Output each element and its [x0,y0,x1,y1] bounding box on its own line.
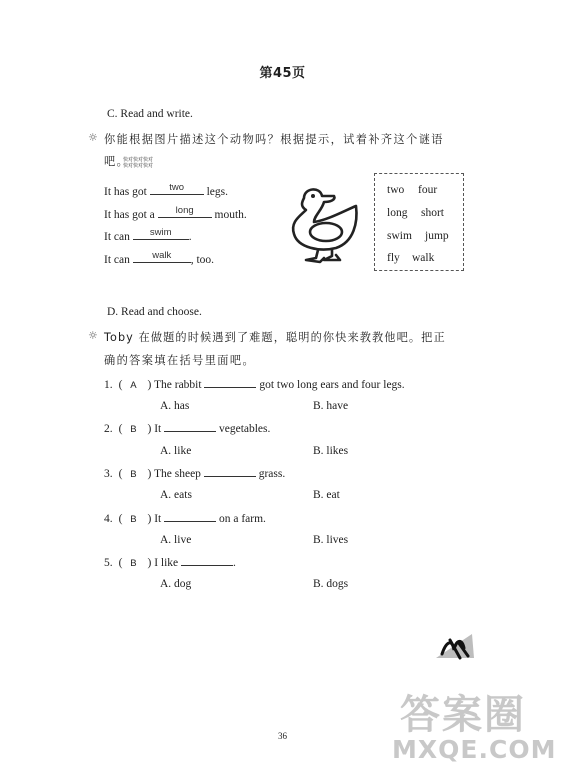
page-title: 第45页 [259,66,306,81]
question-2: 2. ( B ) It vegetables. [104,423,271,435]
hint-word: long [387,207,408,219]
riddle-line-1: It has got two legs. [104,182,228,198]
question-1: 1. ( A ) The rabbit got two long ears and four legs. [104,379,405,391]
riddle-line-3: It can swim . [104,227,192,243]
hint-word: jump [425,230,449,242]
page-number: 36 [278,731,287,741]
riddle-line-2: It has got a long mouth. [104,205,247,221]
lightbulb-icon: ☼ [88,131,98,144]
question-5: 5. ( B ) I like . [104,557,236,569]
answer-blank[interactable] [164,511,216,522]
hint-word: fly [387,252,400,264]
option-b[interactable]: B. eat [313,489,340,501]
hint-word: four [418,184,438,196]
section-d-heading: D. Read and choose. [107,306,202,318]
answer-blank[interactable] [164,421,216,432]
option-a[interactable]: A. eats [160,489,192,501]
hint-word: two [387,184,405,196]
section-d-instruction-cont: 确的答案填在括号里面吧。 [104,354,256,367]
answer-choice[interactable]: B [130,514,137,525]
lightbulb-icon: ☼ [88,329,98,342]
option-a[interactable]: A. dog [160,578,192,590]
hint-word: walk [412,252,435,264]
answer-blank[interactable]: swim [133,229,189,240]
option-a[interactable]: A. has [160,400,190,412]
answer-choice[interactable]: B [130,469,137,480]
answer-blank[interactable] [181,555,233,566]
small-note: 快对快对快对 快对快对快对 [123,157,154,169]
option-b[interactable]: B. have [313,400,349,412]
duck-illustration [284,180,364,268]
option-a[interactable]: A. like [160,445,192,457]
option-b[interactable]: B. lives [313,534,349,546]
section-d-instruction: Toby 在做题的时候遇到了难题，聪明的你快来教教他吧。把正 [104,331,446,344]
option-a[interactable]: A. live [160,534,192,546]
question-3: 3. ( B ) The sheep grass. [104,468,286,480]
answer-choice[interactable]: A [130,380,137,391]
answer-choice[interactable]: B [130,424,137,435]
answer-blank[interactable] [204,466,256,477]
section-c-heading: C. Read and write. [107,108,193,120]
question-4: 4. ( B ) It on a farm. [104,513,266,525]
answer-blank[interactable]: walk [133,252,191,263]
option-b[interactable]: B. dogs [313,578,349,590]
scribble-mark [432,628,478,664]
option-b[interactable]: B. likes [313,445,349,457]
watermark-url: MXQE.COM [392,735,557,764]
answer-blank[interactable] [204,377,256,388]
riddle-line-4: It can walk , too. [104,250,215,266]
hint-word: short [421,207,444,219]
answer-choice[interactable]: B [130,558,137,569]
section-c-instruction: 你能根据图片描述这个动物吗？根据提示，试着补齐这个谜语 [104,133,444,146]
answer-blank[interactable]: long [158,207,212,218]
answer-blank[interactable]: two [150,184,204,195]
watermark-logo: 答案圈 [400,692,526,738]
section-c-instruction-cont: 吧。 [104,155,130,168]
hint-word: swim [387,230,412,242]
